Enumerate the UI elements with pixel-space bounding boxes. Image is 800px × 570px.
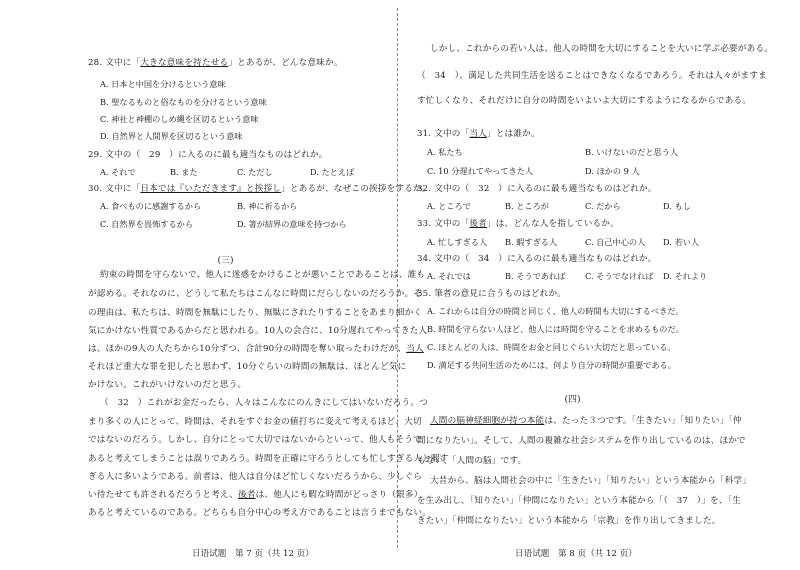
stem-prefix: 28. 文中に「 [88, 58, 141, 68]
q35-option-a[interactable]: A. これからは自分の時間と同じく、他人の時間も大切にするべきだ。 [427, 306, 684, 316]
passage-line [88, 344, 424, 355]
q31-option-a[interactable]: A. 私たち [427, 147, 463, 157]
q31-option-d[interactable]: D. ほかの 9 人 [585, 166, 640, 176]
q29-option-a[interactable]: A. それで [100, 167, 136, 177]
q35-option-b[interactable]: B. 時間を守らない人ほど、他人には時間を守ることを求めるものだ。 [427, 324, 684, 334]
q28-option-d[interactable]: D. 自然界と人間界を区切るという意味 [100, 131, 243, 141]
q32-option-a[interactable]: A. ところで [427, 201, 471, 211]
stem-prefix: 30. 文中に「 [88, 184, 141, 194]
stem-underlined: 大きな意味を持たせる [140, 58, 229, 68]
passage-line: 気にかけない性質であるからだと思われる。10人の会合に、10分遅れてやってきた人 [88, 326, 428, 336]
stem-suffix: 」とあるが、なぜこの挨拶をするか。 [281, 184, 431, 194]
passage-line [430, 416, 742, 427]
question-34-stem: 34. 文中の（ 34 ）に入るのに最も適当なものはどれか。 [417, 254, 657, 264]
passage-line: あると考えているのである。どちらも自分中心の考え方であることは言うまでもない。 [88, 508, 431, 518]
question-29-stem: 29. 文中の（ 29 ）に入るのに最も適当なものはどれか。 [88, 150, 328, 160]
q29-option-b[interactable]: B. また [170, 167, 198, 177]
passage-line: 約束の時間を守らないで、他人に迷惑をかけることが悪いことであることは、誰も [100, 270, 426, 280]
question-33-stem [417, 219, 619, 230]
right-page [405, 0, 800, 570]
stem-suffix: 」は、どんな人を指しているか。 [486, 219, 619, 229]
passage-line: が認める。それなのに、どうして私たちはこんなに時間にだらしないのだろうか。そ [88, 289, 423, 299]
passage-line: 間になりたい」。そして、人間の複雑な社会システムを作り出しているのは、ほかで [417, 436, 746, 446]
q33-option-d[interactable]: D. 若い人 [663, 237, 700, 247]
passage-line: 大昔から、脳は人間社会の中に「生きたい」「知りたい」という本能から「科学」 [430, 476, 752, 486]
passage-text: は、他人にも暇な時間がどっさり（限多） [255, 490, 423, 500]
passage-line: ぎる人に多いようである。前者は、他人は自分ほど忙しくないだろうから、少しぐら [88, 472, 423, 482]
q31-option-b[interactable]: B. いけないのだと思う人 [585, 147, 679, 157]
q28-option-c[interactable]: C. 神社と神棚のしめ縄を区切るという意味 [100, 114, 259, 124]
q29-option-c[interactable]: C. ただし [237, 167, 273, 177]
q32-option-b[interactable]: B. ところが [505, 201, 549, 211]
underlined-word: 後者 [238, 490, 256, 500]
passage-line: （ 32 ）これがお金だったら、人々はこんなにのんきにしてはいないだろう。つ [100, 398, 428, 408]
stem-prefix: 33. 文中の「 [417, 219, 470, 229]
stem-underlined: 当人 [469, 129, 487, 139]
q35-option-c[interactable]: C. ほとんどの人は、時間をお金と同じぐらい大切だと思っている。 [427, 342, 676, 352]
passage-line: もない、「人間の脳」です。 [417, 456, 527, 466]
q34-option-c[interactable]: C. そうでなければ [585, 271, 654, 281]
section-three-title: (三) [217, 256, 234, 266]
section-four-title: (四) [564, 395, 581, 405]
question-35-stem: 35. 筆者の意見に合うものはどれか。 [417, 289, 567, 299]
stem-suffix: 」とあるが、どんな意味か。 [228, 58, 343, 68]
stem-suffix: 」とは誰か。 [486, 129, 540, 139]
underlined-word: 当人 [406, 344, 424, 354]
underlined-phrase: 人間の脳神経細胞が持つ本能 [430, 416, 545, 426]
q29-option-d[interactable]: D. たとえば [310, 167, 355, 177]
passage-text: は、ほかの9人の人たちから10分ずつ、合計90分の時間を奪い取ったわけだが、 [88, 344, 407, 354]
passage-line: それほど重大な罪を犯したと思わず、10分ぐらいの時間の無駄は、ほとんど気に [88, 362, 407, 372]
question-32-stem: 32. 文中の（ 32 ）に入るのに最も適当なものはどれか。 [417, 184, 657, 194]
q35-option-d[interactable]: D. 満足する共同生活のためには、何より自分の時間が重要である。 [427, 360, 676, 370]
stem-underlined: 日本では『いただきます』と挨拶し [140, 184, 282, 194]
question-30-stem [88, 184, 431, 195]
q33-option-b[interactable]: B. 暇すぎる人 [505, 237, 558, 247]
q30-option-c[interactable]: C. 自然界を畏怖するから [100, 219, 194, 229]
q30-option-a[interactable]: A. 食べものに感謝するから [100, 201, 202, 211]
passage-text: は、たった３つです。「生きたい」「知りたい」「仲 [544, 416, 742, 426]
passage-line: きたい」「仲間になりたい」という本能から「宗教」を作り出してきました。 [417, 516, 721, 526]
passage-line: す忙しくなり、それだけに自分の時間をいよいよ大切にするようになるからである。 [417, 96, 752, 106]
q32-option-c[interactable]: C. だから [585, 201, 621, 211]
stem-prefix: 31. 文中の「 [417, 129, 470, 139]
passage-line: かけない。これがいけないのだと思う。 [88, 380, 247, 390]
q30-option-d[interactable]: D. 箸が結界の意味を持つから [237, 219, 347, 229]
stem-underlined: 後者 [469, 219, 487, 229]
passage-line: あると考えてしまうことは誤りであろう。時間を正確に守ろうとしても忙しすぎる人と暇す [88, 454, 449, 464]
question-31-stem [417, 129, 540, 140]
passage-line: （ 34 ）、満足した共同生活を送ることはできなくなるであろう。それは人々がますま [417, 71, 767, 81]
q33-option-a[interactable]: A. 忙しすぎる人 [427, 237, 488, 247]
q28-option-b[interactable]: B. 聖なるものと俗なものを分けるという意味 [100, 97, 267, 107]
page-footer-left: 日语试题 第 7 页（共 12 页） [192, 549, 314, 559]
q33-option-c[interactable]: C. 自己中心の人 [585, 237, 646, 247]
passage-line: ではないのだろう。しかし、自分にとって大切ではないからといって、他人もそうで [88, 435, 422, 445]
passage-text: い待たせても許されるだろうと考え、 [88, 490, 239, 500]
q34-option-a[interactable]: A. それでは [427, 271, 471, 281]
page-footer-right: 日语试题 第 8 页（共 12 页） [515, 549, 637, 559]
passage-line: の理由は、私たちは、時間を無駄にしたり、無駄にされたりすることをあまり細かく [88, 308, 423, 318]
q34-option-b[interactable]: B. そうであれば [505, 271, 566, 281]
q28-option-a[interactable]: A. 日本と中国を分けるという意味 [100, 79, 226, 89]
q31-option-c[interactable]: C. 10 分遅れてやってきた人 [427, 166, 534, 176]
question-28-stem [88, 58, 343, 69]
passage-line: を生み出し、「知りたい」「仲間になりたい」という本能から「（ 37 ）」を、「生 [417, 496, 741, 506]
q34-option-d[interactable]: D. それより [663, 271, 708, 281]
passage-line: しかし、これからの若い人は、他人の時間を大切にすることを大いに学ぶ必要がある。 [430, 44, 773, 54]
passage-line: まり多くの人にとって、時間は、それをすぐお金の値打ちに変えて考えるほど、大切 [88, 417, 422, 427]
q30-option-b[interactable]: B. 神に祈るから [237, 201, 298, 211]
passage-line [88, 490, 423, 501]
q32-option-d[interactable]: D. もし [663, 201, 691, 211]
